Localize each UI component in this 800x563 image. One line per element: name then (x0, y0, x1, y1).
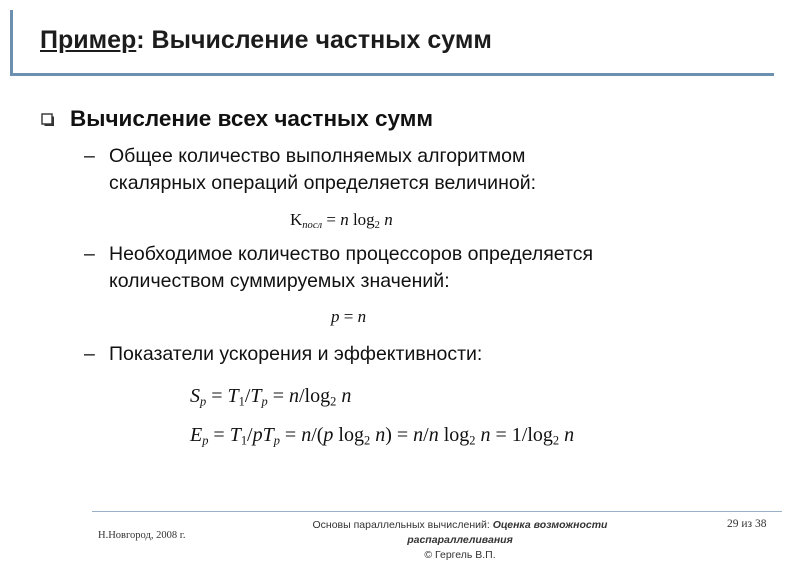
dash-marker: – (84, 145, 95, 167)
footer-course-name: Основы параллельных вычислений: (312, 519, 493, 531)
dash-marker: – (84, 243, 95, 265)
item-2-line-1: Необходимое количество процессоров определяется (109, 243, 594, 265)
footer-author: © Гергель В.П. (424, 549, 496, 561)
item-1-line-2: скалярных операций определяется величиной: (109, 172, 537, 194)
page-title-rest: : Вычисление частных сумм (136, 26, 492, 54)
footer-course-topic: Оценка возможности распараллеливания (407, 519, 608, 546)
item-1-line-1: Общее количество выполняемых алгоритмом (109, 145, 526, 167)
item-2-line-2: количеством суммируемых значений: (109, 270, 450, 292)
item-3-line-1: Показатели ускорения и эффективности: (109, 343, 483, 365)
footer-city-year: Н.Новгород, 2008 г. (98, 530, 186, 541)
page-title (40, 26, 492, 55)
formula-processors: p = n (331, 307, 367, 326)
bullet-heading: Вычисление всех частных сумм (70, 106, 434, 131)
page-number: 29 из 38 (727, 518, 767, 530)
title-frame-left-border (10, 10, 13, 76)
checkbox-bullet-icon (41, 113, 55, 127)
page-title-main: Пример (40, 26, 137, 54)
footer-divider (92, 511, 782, 512)
formula-operations-count: $K_{посл} = n$ $\log_2 n$ (290, 210, 393, 232)
formula-speedup: $S_p = T_1/T_p = n/\log_2$ n (190, 385, 352, 409)
formula-efficiency: $E_p = T_1/pT_p = n/(p$ $\log_2 n) = n/n$ $\log_2 n = 1/\log_2$ n (190, 424, 575, 448)
footer-course-info (260, 518, 660, 563)
title-frame-bottom-border (10, 73, 774, 76)
dash-marker: – (84, 343, 95, 365)
